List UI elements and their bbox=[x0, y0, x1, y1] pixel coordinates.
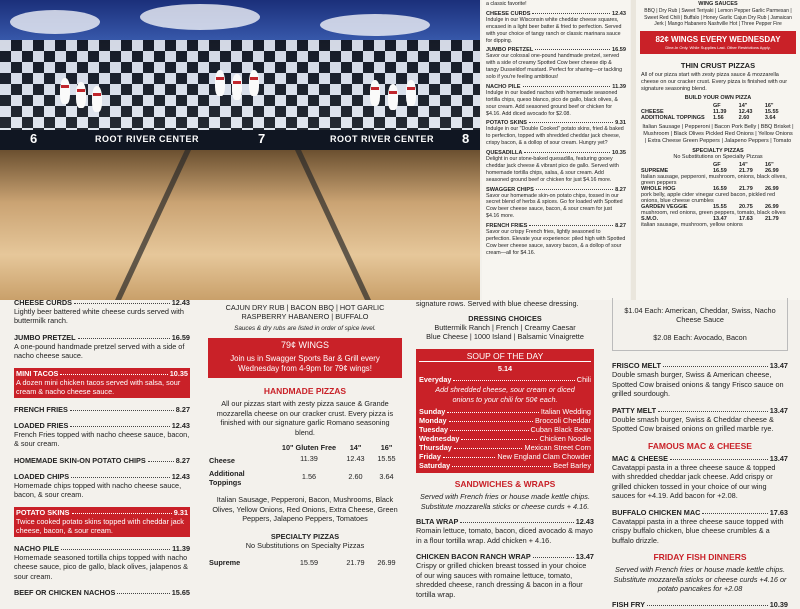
item-price: 12.43 bbox=[171, 471, 190, 481]
item-desc: Savor our homemade skin-on potato chips, tossed in our secret blend of herbs & spices. Go for loaded with Spotted Cow beer cheese sauce, bacon, & sour cream for just $4.16 more. bbox=[486, 192, 623, 220]
soup-day-row: Saturday Beef Barley bbox=[419, 461, 591, 471]
size-header: 14" bbox=[349, 443, 362, 453]
item-name: MAC & CHEESE bbox=[612, 453, 668, 463]
menu-item bbox=[416, 552, 594, 599]
sandwiches-title: SANDWICHES & WRAPS bbox=[454, 479, 556, 490]
item-name: LOADED FRIES bbox=[14, 420, 69, 430]
pizza-name: WHOLE HOG bbox=[641, 186, 676, 193]
specialty-price-table: GF 14" 16" SUPREME 16.59 21.79 26.99 Italian sausage, pepperoni, mushroom, onions, black olives, green peppers WHOLE HOG 16.59 21.79 26.99 pork belly, apple cider vinegar cured bacon, pickled red onions, blue cheese crumbles GARDEN VEGGIE 15.55 20.75 26.99 mushroom, red onions, green peppers, tomato, black olives S.M.O. 13.47 17.63 21.79 italian sausage, mushroom, yellow onions bbox=[640, 162, 790, 228]
melts-mac-column bbox=[612, 298, 788, 609]
wings-promo-box bbox=[640, 31, 796, 54]
item-name: FRENCH FRIES bbox=[486, 223, 528, 229]
item-price: 12.43 bbox=[612, 10, 626, 17]
sauces-line-2: RASPBERRY HABANERO | BUFFALO bbox=[241, 312, 369, 321]
soup-day-row: Thursday Mexican Street Corn bbox=[419, 443, 591, 453]
size-header: GF bbox=[713, 102, 721, 109]
lane-number: 7 bbox=[258, 131, 266, 146]
pizza-desc: pork belly, apple cider vinegar cured bacon, pickled red onions, blue cheese crumbles bbox=[641, 192, 776, 205]
item-name: CHEESE CURDS bbox=[14, 298, 72, 307]
appetizers-column-bottom bbox=[14, 298, 190, 600]
soup-sandwich-column bbox=[416, 298, 594, 600]
item-desc: Lightly beer battered white cheese curds served with buttermilk ranch. bbox=[14, 307, 184, 326]
menu-item bbox=[612, 406, 788, 434]
bowling-lanes bbox=[0, 150, 480, 300]
item-desc: A dozen mini chicken tacos served with salsa, sour cream & nacho cheese sauce. bbox=[16, 377, 181, 397]
menu-item bbox=[14, 421, 190, 449]
item-price: 16.59 bbox=[171, 332, 190, 342]
item-price: 10.35 bbox=[612, 150, 626, 156]
item-price: 8.27 bbox=[615, 223, 626, 229]
pizza-name: S.M.O. bbox=[641, 216, 659, 223]
item-desc: French Fries topped with nacho cheese sauce, bacon, & sour cream. bbox=[14, 429, 190, 449]
bowling-pin-icon bbox=[60, 78, 70, 104]
item-desc: Cavatappi pasta in a three cheese sauce & topped with shredded cheddar jack cheese. Add crispy or grilled chicken tossed in your choice of our wing sauces for +4.19. Add bacon for +2.08. bbox=[612, 462, 776, 501]
item-price: 12.43 bbox=[171, 420, 190, 430]
appetizers-column-top bbox=[482, 0, 630, 300]
soup-day-row: Wednesday Chicken Noodle bbox=[419, 434, 591, 444]
item-name: HOMEMADE SKIN-ON POTATO CHIPS bbox=[14, 455, 146, 465]
cloud-shape bbox=[10, 10, 100, 34]
menu-item bbox=[14, 472, 190, 500]
extras-line-1: $1.04 Each: American, Cheddar, Swiss, Nacho Cheese Sauce bbox=[624, 306, 776, 325]
dressing-line-1: Buttermilk Ranch | French | Creamy Caesar bbox=[434, 323, 576, 333]
sauces-line-1: CAJUN DRY RUB | BACON BBQ | HOT GARLIC bbox=[225, 303, 385, 312]
specialty-title: SPECIALTY PIZZAS bbox=[692, 148, 744, 155]
bowling-pin-icon bbox=[406, 80, 416, 106]
sandwiches-note: Served with French fries or house made kettle chips. Substitute mozzarella sticks or cheese curds + 4.16. bbox=[420, 492, 590, 511]
menu-item bbox=[486, 11, 626, 45]
bowling-pin-icon bbox=[76, 82, 86, 108]
item-desc: Homemade chips topped with nacho cheese sauce, bacon, & sour cream. bbox=[14, 480, 182, 500]
item-name: LOADED CHIPS bbox=[14, 471, 70, 481]
fish-note: Served with French fries or house made kettle chips. Substitute mozzarella sticks or cheese curds +4.16 or potato pancakes for +2.08 bbox=[613, 565, 787, 594]
item-price: 13.47 bbox=[769, 405, 788, 415]
item-desc: A one-pound handmade pretzel served with a side of nacho cheese sauce. bbox=[14, 341, 185, 361]
item-desc: Delight in our stone-baked quesadilla, featuring gooey cheddar jack cheese & vibrant pico de gallo. Served with homemade tortilla chips, salsa, & sour cream. Add seasoned ground beef or chicken for just $4.16 more. bbox=[486, 156, 619, 183]
wing-sauces-title: WING SAUCES bbox=[698, 1, 738, 7]
wings-promo-title: 82¢ WINGS EVERY WEDNESDAY bbox=[641, 32, 795, 45]
item-price: 15.65 bbox=[171, 588, 190, 598]
item-price: 8.27 bbox=[615, 186, 626, 193]
item-desc: Indulge in our "Double Cooked" potato skins, fried & baked to perfection, topped with shredded cheddar jack cheese, crispy bacon, & a dollop of sour cream. Hungry yet? bbox=[486, 126, 624, 147]
item-price: 16.59 bbox=[612, 47, 626, 54]
item-desc: Homemade seasoned tortilla chips topped with nacho cheese sauce, pico de gallo, black olives, jalapenos & sour cream. bbox=[14, 552, 189, 581]
byo-title: BUILD YOUR OWN PIZZA bbox=[684, 94, 752, 101]
item-name: FRISCO MELT bbox=[612, 361, 661, 371]
wings-promo-text: Join us in Swagger Sports Bar & Grill every Wednesday from 4-9pm for 79¢ wings! bbox=[230, 354, 380, 374]
wings-promo-box bbox=[208, 338, 402, 378]
item-desc: Double smash burger, Swiss & American cheese, Spotted Cow braised onions & tangy Frisco sauce on grilled sourdough. bbox=[612, 370, 784, 399]
pizza-name: Supreme bbox=[209, 557, 241, 567]
item-name: NACHO PILE bbox=[486, 83, 521, 90]
specialty-note: No Substitutions on Specialty Pizzas bbox=[245, 540, 365, 550]
toppings-list: Italian Sausage, Pepperoni, Bacon, Mushrooms, Black Olives, Yellow Onions, Red Onions, Extra Cheese, Green Peppers, Jalapeno Peppers, Tomatoes bbox=[212, 495, 398, 524]
menu-item bbox=[486, 47, 626, 81]
wings-promo-title: 79¢ WINGS bbox=[280, 340, 329, 350]
item-price: 12.43 bbox=[171, 298, 190, 307]
menu-item bbox=[14, 544, 190, 581]
bowling-pin-icon bbox=[370, 80, 380, 106]
pizza-name: SUPREME bbox=[641, 168, 669, 175]
pizza-name: GARDEN VEGGIE bbox=[641, 204, 688, 211]
fish-title: FRIDAY FISH DINNERS bbox=[653, 552, 747, 563]
menu-item bbox=[612, 454, 788, 501]
menu-item bbox=[612, 508, 788, 545]
item-desc: Twice cooked potato skins topped with cheddar jack cheese, bacon, & sour cream. bbox=[16, 516, 184, 536]
item-name: POTATO SKINS bbox=[16, 507, 70, 517]
soup-note: Add shredded cheese, sour cream or diced onions to your chili for 50¢ each. bbox=[435, 385, 575, 404]
item-desc: Savor our crispy French fries, lightly seasoned to perfection. Elevate your experience: piled high with Spotted Cow beer cheese sauce, savory bacon, & a dollop of sour cream—all for $4.16. bbox=[486, 229, 626, 256]
item-name: QUESADILLA bbox=[486, 150, 523, 156]
item-desc: Indulge in our loaded nachos with homemade seasoned tortilla chips, queso blanco, pico de gallo, black olives, & sour cream. Add seasoned ground beef or chicken for $4.16. Add diced avocado for $2.08. bbox=[486, 89, 618, 117]
dressing-line-2: Blue Cheese | 1000 Island | Balsamic Vinaigrette bbox=[426, 332, 584, 342]
item-name: NACHO PILE bbox=[14, 543, 59, 553]
menu-item bbox=[486, 187, 626, 221]
extras-line-2: $2.08 Each: Avocado, Bacon bbox=[653, 332, 747, 342]
thin-crust-desc: All of our pizza start with zesty pizza sauce & mozzarella cheese on our cracker crust. Every pizza is finished with our signature seasoning blend. bbox=[641, 71, 788, 92]
pizza-price-table: 10" Gluten Free 14" 16" Cheese 11.39 12.43 15.55 Additional Toppings 1.56 2.60 3.64 bbox=[208, 443, 402, 487]
item-name: BEEF OR CHICKEN NACHOS bbox=[14, 588, 116, 598]
intro-tail: a classic favorite! bbox=[486, 1, 527, 7]
dressing-title: DRESSING CHOICES bbox=[468, 314, 542, 324]
menu-item bbox=[486, 120, 626, 147]
pizza-desc: italian sausage, mushroom, yellow onions bbox=[641, 222, 743, 229]
banner-right-text: ROOT RIVER CENTER bbox=[330, 134, 435, 144]
soup-price: 5.14 bbox=[497, 364, 513, 374]
cloud-shape bbox=[140, 4, 260, 30]
wings-pizza-column-bottom bbox=[208, 298, 402, 600]
cheese-row-label: CHEESE bbox=[641, 108, 664, 115]
item-name: PATTY MELT bbox=[612, 405, 657, 415]
item-name: CHICKEN BACON RANCH WRAP bbox=[416, 552, 531, 562]
size-header: 10" Gluten Free bbox=[281, 443, 337, 453]
menu-item-highlighted bbox=[14, 368, 190, 398]
item-price: 12.43 bbox=[575, 517, 594, 527]
menu-item bbox=[486, 150, 626, 184]
wings-pizza-column-top bbox=[636, 0, 800, 300]
size-header: 16" bbox=[380, 443, 393, 453]
soup-days-list bbox=[419, 407, 591, 470]
burger-extras-box bbox=[612, 298, 788, 351]
menu-item bbox=[14, 456, 190, 465]
banner-left-text: ROOT RIVER CENTER bbox=[95, 134, 200, 144]
item-price: 8.27 bbox=[175, 404, 190, 414]
menu-item bbox=[486, 223, 626, 257]
toppings-row-label: ADDITIONAL TOPPINGS bbox=[641, 114, 705, 121]
specialty-price-table: Supreme 15.59 21.79 26.99 bbox=[209, 557, 396, 567]
item-name: BLTA WRAP bbox=[416, 517, 459, 527]
item-price: 9.31 bbox=[173, 507, 188, 517]
handmade-pizzas-desc: All our pizzas start with zesty pizza sauce & Grande mozzarella cheese on our cracker crust. Every pizza is finished with our signature garlic Romano seasoning blend. bbox=[216, 399, 394, 437]
item-price: 10.39 bbox=[769, 599, 788, 609]
cloud-shape bbox=[320, 14, 430, 36]
item-price: 17.63 bbox=[769, 507, 788, 517]
specialty-title: SPECIALTY PIZZAS bbox=[270, 531, 340, 541]
item-name: JUMBO PRETZEL bbox=[14, 332, 76, 342]
wing-sauces-list: BBQ | Dry Rub | Sweet Teriyaki | Lemon Pepper Garlic Parmesan | Sweet Red Chili | Buffalo | Honey Garlic Cajun Dry Rub | Jamaican Jerk | Mango Habanero Nashville Hot | Three Pepper Fire bbox=[644, 8, 792, 27]
item-price: 13.47 bbox=[769, 453, 788, 463]
item-price: 11.39 bbox=[612, 83, 626, 90]
item-desc: Indulge in our Wisconsin white cheddar cheese squares, encased in a light beer batter & fried to perfection. Served with your choice of tangy ranch or classic marinara sauce for dipping. bbox=[486, 16, 622, 44]
item-name: CHEESE CURDS bbox=[486, 10, 531, 17]
item-price: 9.31 bbox=[615, 120, 626, 127]
toppings-list: Italian Sausage | Pepperoni | Bacon Pork Belly | BBQ Brisket | Mushroom | Black Olives Pickled Red Onions | Yellow Onions | Extra Cheese Green Peppers | Jalapeno Peppers | Tomato bbox=[642, 123, 794, 145]
menu-item bbox=[14, 588, 190, 597]
soup-day-row: Monday Broccoli Cheddar bbox=[419, 416, 591, 426]
item-price: 10.35 bbox=[169, 368, 188, 378]
lane-banner bbox=[0, 130, 480, 150]
item-name: SWAGGER CHIPS bbox=[486, 186, 534, 193]
menu-item bbox=[14, 333, 190, 361]
bowling-alley-photo bbox=[0, 0, 480, 300]
item-name: MINI TACOS bbox=[16, 368, 59, 378]
bowling-pin-icon bbox=[388, 84, 398, 110]
item-price: 11.39 bbox=[172, 543, 190, 553]
size-header: 16" bbox=[764, 102, 774, 109]
item-desc: Savor our colossal one-pound handmade pretzel, served with a side of creamy Spotted Cow beer cheese dip & tangy Dusseldorf mustard. Perfect for sharing—or tackling solo if you're feeling ambitious! bbox=[486, 53, 623, 80]
thin-crust-title: THIN CRUST PIZZAS bbox=[680, 60, 756, 70]
soup-day-row: Friday New England Clam Chowder bbox=[419, 452, 591, 462]
item-desc: Crispy or grilled chicken breast tossed in your choice of our wing sauces with romaine lettuce, tomato, shredded cheese, ranch dressing & bacon in a flour tortilla wrap. bbox=[416, 561, 587, 599]
specialty-note: No Substitutions on Specialty Pizzas bbox=[673, 154, 763, 161]
handmade-pizzas-title: HANDMADE PIZZAS bbox=[263, 386, 347, 397]
item-name: BUFFALO CHICKEN MAC bbox=[612, 507, 701, 517]
item-price: 8.27 bbox=[175, 455, 190, 465]
item-name: FRENCH FRIES bbox=[14, 404, 68, 414]
lane-number: 6 bbox=[30, 131, 38, 146]
lane-number: 8 bbox=[462, 131, 470, 146]
size-header: 14" bbox=[738, 102, 748, 109]
item-name: POTATO SKINS bbox=[486, 120, 528, 127]
pizza-desc: Italian sausage, pepperoni, mushroom, onions, black olives, green peppers bbox=[641, 174, 787, 187]
pizza-desc: mushroom, red onions, green peppers, tomato, black olives bbox=[641, 210, 786, 217]
bowling-pin-icon bbox=[249, 70, 259, 96]
appetizer-list bbox=[486, 11, 626, 257]
sauces-note: Sauces & dry rubs are listed in order of spice level. bbox=[234, 325, 376, 332]
menu-item bbox=[14, 405, 190, 414]
soup-day-row: Sunday Italian Wedding bbox=[419, 407, 591, 417]
item-desc: Romain lettuce, tomato, bacon, diced avocado & mayo in a flour tortilla wrap. Add chicken + 4.16. bbox=[416, 526, 593, 545]
item-name: FISH FRY bbox=[612, 599, 645, 609]
bowling-pin-icon bbox=[232, 74, 242, 100]
soup-day-row: Tuesday Cuban Black Bean bbox=[419, 425, 591, 435]
bowling-pin-icon bbox=[92, 86, 102, 112]
soup-everyday: Everyday Chili bbox=[419, 375, 591, 385]
wings-promo-note: Dine-In Only. While Supplies Last. Other Restrictions Apply. bbox=[641, 45, 795, 53]
menu-item-highlighted bbox=[14, 507, 190, 537]
menu-item bbox=[612, 361, 788, 398]
item-price: 13.47 bbox=[769, 361, 788, 371]
item-price: 13.47 bbox=[575, 552, 594, 562]
menu-item bbox=[416, 517, 594, 545]
bowling-pin-icon bbox=[215, 70, 225, 96]
item-desc: Cavatappi pasta in a three cheese sauce topped with crispy buffalo chicken, blue cheese crumbles & a buffalo drizzle. bbox=[612, 516, 784, 545]
toppings-row-label: Additional Toppings bbox=[209, 469, 245, 488]
item-name: JUMBO PRETZEL bbox=[486, 47, 534, 54]
cheese-row-label: Cheese bbox=[209, 456, 235, 466]
byo-price-table: GF 14" 16" CHEESE 11.39 12.43 15.55 ADDITIONAL TOPPINGS 1.56 2.60 3.64 bbox=[640, 103, 790, 121]
menu-item bbox=[612, 600, 788, 609]
mac-title: FAMOUS MAC & CHEESE bbox=[648, 440, 752, 451]
menu-item bbox=[14, 298, 190, 326]
soup-title: SOUP OF THE DAY bbox=[419, 351, 591, 362]
wing-note-tail: signature rows. Served with blue cheese dressing. bbox=[416, 299, 579, 308]
item-desc: Double smash burger, Swiss & Cheddar cheese & Spotted Cow braised onions on grilled marble rye. bbox=[612, 414, 774, 434]
soup-box bbox=[416, 349, 594, 473]
menu-item bbox=[486, 84, 626, 118]
